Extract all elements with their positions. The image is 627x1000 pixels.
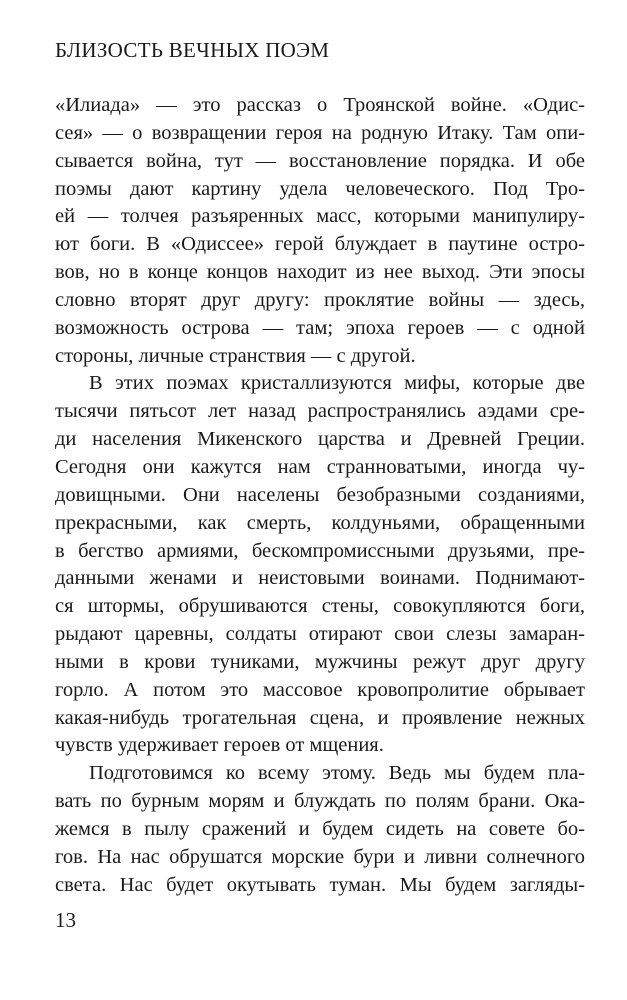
- text-line: стороны, личные странствия — с другой.: [55, 344, 416, 367]
- text-line: ся штормы, обрушиваются стены, совокупляются боги,: [55, 595, 585, 618]
- text-line: жемся в пылу сражений и будем сидеть на совете бо-: [55, 817, 585, 840]
- text-line: гов. На нас обрушатся морские бури и ливни солнечного: [55, 845, 585, 868]
- text-line: вов, но в конце концов находит из нее выход. Эти эпосы: [55, 261, 585, 284]
- text-line: рыдают царевны, солдаты отирают свои слезы замаран-: [55, 623, 585, 646]
- text-line: ют боги. В «Одиссее» герой блуждает в паутине остро-: [55, 233, 585, 256]
- text-line: прекрасными, как смерть, колдуньями, обращенными: [55, 511, 585, 534]
- text-line: поэмы дают картину удела человеческого. Под Тро-: [55, 177, 585, 200]
- text-line: довищными. Они населены безобразными созданиями,: [55, 483, 585, 506]
- text-line: вать по бурным морям и блуждать по полям брани. Ока-: [55, 790, 585, 813]
- body-text: [55, 92, 585, 899]
- text-line: горло. А потом это массовое кровопролитие обрывает: [55, 678, 585, 701]
- running-head: БЛИЗОСТЬ ВЕЧНЫХ ПОЭМ: [55, 38, 330, 62]
- text-line: Подготовимся ко всему этому. Ведь мы будем пла-: [89, 762, 585, 785]
- text-line: словно вторят друг другу: проклятие войны — здесь,: [55, 288, 585, 311]
- text-line: света. Нас будет окутывать туман. Мы будем загляды-: [55, 873, 585, 896]
- text-line: ди населения Микенского царства и Древней Греции.: [55, 428, 585, 451]
- text-line: сея» — о возвращении героя на родную Итаку. Там опи-: [55, 121, 585, 144]
- text-line: возможность острова — там; эпоха героев — с одной: [55, 316, 585, 339]
- text-line: тысячи пятьсот лет назад распространялись аэдами сре-: [55, 400, 585, 423]
- text-line: «Илиада» — это рассказ о Троянской войне. «Одис-: [55, 94, 585, 116]
- text-line: данными женами и неистовыми воинами. Поднимают-: [55, 567, 585, 590]
- text-line: какая-нибудь трогательная сцена, и проявление нежных: [55, 706, 585, 729]
- text-line: в бегство армиями, бескомпромиссными друзьями, пре-: [55, 539, 585, 562]
- text-line: ными в крови туниками, мужчины режут друг другу: [55, 650, 585, 673]
- text-line: чувств удерживает героев от мщения.: [55, 734, 384, 757]
- text-line: сывается война, тут — восстановление порядка. И обе: [55, 149, 585, 172]
- text-line: ей — толчея разъяренных масс, которыми манипулиру-: [55, 205, 585, 228]
- text-line: В этих поэмах кристаллизуются мифы, которые две: [89, 372, 585, 395]
- page-number: 13: [55, 908, 76, 932]
- text-line: Сегодня они кажутся нам странноватыми, иногда чу-: [55, 455, 585, 478]
